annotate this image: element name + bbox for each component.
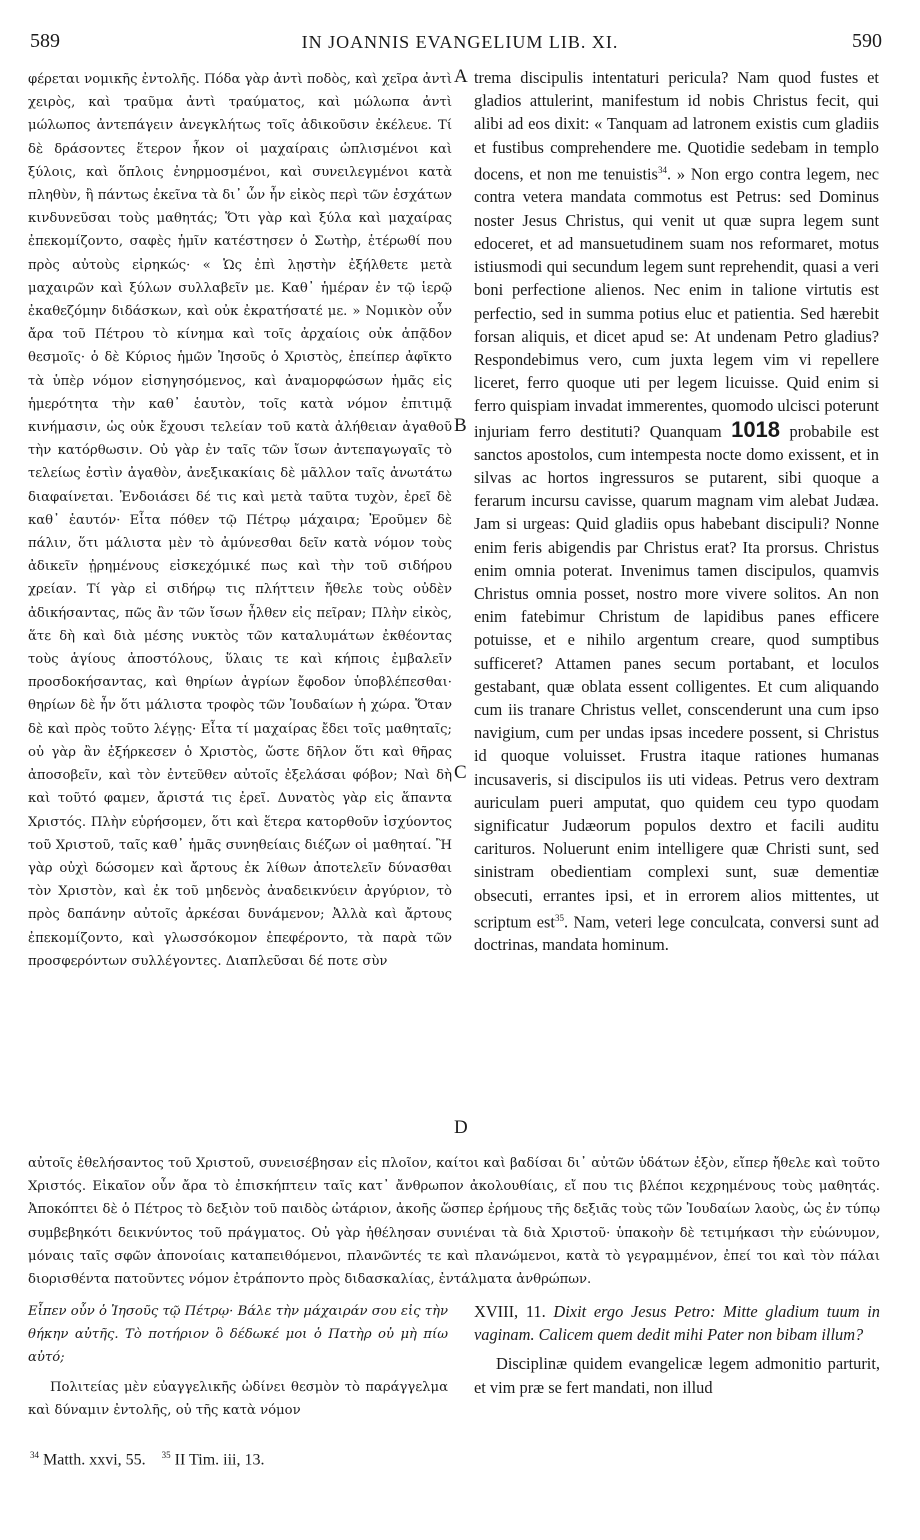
footnote-ref-34: 34: [657, 164, 667, 175]
margin-letter-b: B: [454, 415, 467, 436]
greek-full-width-text: αὐτοῖς ἐθελήσαντος τοῦ Χριστοῦ, συνεισέβησαν εἰς πλοῖον, καίτοι καὶ βαδίσαι δι᾽ αὐτῶν ὑδάτων ἐξὸν, εἴπερ ἤθελε καὶ τοῦτο Χριστός. Εἰκαῖον οὖν ἄρα τὸ ἐπισκήπτειν ταῖς κατ᾽ ἄνθρωπον ἀκολουθίαις, εἴ που τις βλέποι κεχρημένους τοὺς μαθητάς. Ἀποκόπτει δὲ ὁ Πέτρος τὸ δεξιὸν τοῦ παιδὸς ὠτάριον, ἀκοῆς ὥσπερ ἐρήμους τῆς δεξιᾶς τοὺς τῶν Ἰουδαίων λαοὺς, ὡς ἐν τύπῳ συμβεβηκότι δεικνύντος τοῦ πράγματος. Οὐ γὰρ ἠθέλησαν συνιέναι τὰ διὰ Χριστοῦ· ὑπακοὴν δὲ τετιμήκασι τὴν εὐώνυμον, μόναις ταῖς σφῶν ἀπονοίαις καταπειθόμενοι, πλανῶντές τε καὶ πλανώμενοι, κατὰ τὸ γεγραμμένον, ἐπεί τοι καὶ τὸν πάλαι διορισθέντα πατοῦντες νόμον ἐτράποντο πρὸς διδασκαλίας, ἐντάλματα ἀνθρώπων.: [28, 1156, 880, 1288]
latin-commentary-start: Disciplinæ quidem evangelicæ legem admonitio parturit, et vim præ se fert mandati, non illud: [474, 1354, 880, 1397]
latin-text-part-3: probabile est sanctos apostolos, cum intempesta nocte domo exissent, et in silvas ac hortos ingressuros se putarent, sibi quoque a ferarum incursu cavisse, quarum magnam vim alebat Judæa. Jam si urgeas: Quid gladiis opus habebant discipuli? Nonne enim feris abigendis par Christus erat? Ita prorsus. Christus enim omnia poterat. Invenimus tamen discipulos, quamvis Christus omnia posset, nostro more vivere solitos. An non enim fatebimur Christum de lapidibus panes efficere potuisse, et e nihilo argentum creare, quod sumptibus sufficeret? Attamen panes secum portabant, et loculos gestabant, quæ oblata essent colligentes. Et cum aliquando cum iis tranare Christus vellet, conscenderunt una cum ipso navigium, cum per undas ipsas incedere possent, si Christus id quoque voluisset. Frustra itaque rationes humanas incusaveris, si discipulos iis uti videas. Petrus vero dextram auriculam pueri amputat, quo quidem ceu typo quodam significatur Judæorum populos dextro et facili auditu carituros. Noluerunt enim intelligere quæ Christi sunt, sed sinistram obedientiam complexi sunt, suæ dementiæ obsecuti, errantes ipsi, et in errorem alios mittentes, ut scriptum est: [474, 421, 879, 932]
footnote-35-text: II Tim. iii, 13.: [174, 1451, 265, 1469]
latin-text-part-2: . » Non ergo contra legem, nec contra vetera mandata commotus est Petrus: sed Dominus noster Jesus Christus, qui venit ut quæ supra legem sunt edoceret, et ad mansuetudinem suam nos reformaret, motus istiusmodi qui secundum legem sunt reprehendit, quasi a veri boni perfectione alienos. Nec enim in talione virtutis est perfectio, sed in summa potius eluc et patientia. Sed hærebit forsan aliquis, et dicet apud se: At undenam Petro gladius? Respondebimus vero, cum juxta legem vim vi repellere liceret, ferro quoque uti per legem licuisse. Quid enim si ferro quispiam invadat immerentes, quomodo ulcisci poterunt injuriam ferro destituti? Quanquam: [474, 164, 879, 441]
running-header: [0, 30, 920, 60]
greek-lemma: Εἶπεν οὖν ὁ Ἰησοῦς τῷ Πέτρῳ· Βάλε τὴν μάχαιράν σου εἰς τὴν θήκην αὐτῆς. Τὸ ποτήριον ὃ δέδωκέ μοι ὁ Πατὴρ οὐ μὴ πίω αὐτό;: [28, 1304, 448, 1366]
latin-column-bottom: [474, 1300, 880, 1399]
latin-lemma-reference: XVIII, 11.: [474, 1302, 546, 1321]
margin-letter-a: A: [454, 66, 468, 87]
greek-column-bottom: [28, 1300, 448, 1422]
footnote-ref-35: 35: [554, 912, 564, 923]
latin-text-part-4: . Nam, veteri lege conculcata, conversi sunt ad doctrinas, mandata hominum.: [474, 912, 879, 955]
footnotes: [30, 1450, 630, 1469]
latin-text-part-1: trema discipulis intentaturi pericula? Nam quod fustes et gladios attulerint, manifestum id nobis Christus fecit, qui alibi ad eos dixit: « Tanquam ad latronem existis cum gladiis et fustibus comprehendere me. Quotidie sedebam in templo docens, et non me tenuistis: [474, 68, 879, 184]
footnote-number-35: 35: [161, 1450, 171, 1460]
latin-column-top: [474, 66, 879, 957]
footnote-number-34: 34: [30, 1450, 39, 1460]
margin-letter-d: D: [454, 1117, 468, 1138]
page-number-left: 589: [30, 30, 60, 52]
margin-letter-c: C: [454, 762, 467, 783]
latin-lemma: Dixit ergo Jesus Petro: Mitte gladium tuum in vaginam. Calicem quem dedit mihi Pater non bibam illum?: [474, 1302, 880, 1345]
running-title: IN JOANNIS EVANGELIUM LIB. XI.: [301, 32, 619, 52]
margin-section-letters: [452, 62, 474, 1162]
page-number-right: 590: [852, 30, 882, 52]
latin-lemma-block: [474, 1300, 880, 1346]
greek-commentary-start: Πολιτείας μὲν εὐαγγελικῆς ὠδίνει θεσμὸν τὸ παράγγελμα καὶ δύναμιν ἐντολῆς, οὐ τῆς κατὰ νόμον: [28, 1379, 448, 1418]
greek-column-top: φέρεται νομικῆς ἐντολῆς. Πόδα γὰρ ἀντὶ ποδὸς, καὶ χεῖρα ἀντὶ χειρὸς, καὶ τραῦμα ἀντὶ τραύματος, καὶ μώλωπα ἀντὶ μώλωπος ἀντεπάγειν ἀνεγκλήτως τοῖς ἀδικοῦσιν ἐκέλευε. Τί δὲ δράσοντες ἕτερον ἧκον οἱ μαχαίραις ὡπλισμένοι καὶ ξύλοις, καὶ ὅπλοις ἐνηρμοσμένοι, καὶ συνειλεγμένοι κατὰ πληθὺν, ἢ πάντως ἐκεῖνα τὰ δι᾽ ὧν ἦν εἰκὸς περὶ τῶν ἐσχάτων κινδυνεῦσαι τοὺς μαθητάς; Ὅτι γὰρ καὶ ξύλα καὶ μαχαίρας ἐπεκομίζοντο, σαφὲς ἡμῖν κατέστησεν ὁ Σωτὴρ, ἑτέρωθί που πρὸς αὐτοὺς εἰρηκώς· « Ὡς ἐπὶ λῃστὴν ἐξήλθετε μετὰ μαχαιρῶν καὶ ξύλων συλλαβεῖν με. Καθ᾽ ἡμέραν ἐν τῷ ἱερῷ ἐκαθεζόμην διδάσκων, καὶ οὐκ ἐκρατήσατέ με. » Νομικὸν οὖν ἄρα τοῦ Πέτρου τὸ κίνημα καὶ τοῖς ἀρχαίοις οὐκ ἀπᾷδον θεσμοῖς· ὁ δὲ Κύριος ἡμῶν Ἰησοῦς ὁ Χριστὸς, ἐπείπερ ἀφῖκτο τὰ ὑπὲρ νόμον εἰσηγησόμενος, καὶ ἀναμορφώσων ἡμᾶς εἰς ἡμερότητα τὴν καθ᾽ ἑαυτὸν, τοῖς κατὰ νόμον ἐπιτιμᾷ κινήμασιν, ὡς οὐκ ἔχουσι τελείαν τοῦ κατὰ ἀλήθειαν ἀγαθοῦ τὴν κατόρθωσιν. Οὐ γὰρ ἐν ταῖς τῶν ἴσων ἀντεπαγωγαῖς τὸ τελείως ἐστὶν ἀγαθὸν, ἀνεξικακίαις δὲ μᾶλλον ταῖς ἀνωτάτω διαφαίνεται. Ἐνδοιάσει δέ τις καὶ μετὰ ταῦτα τυχὸν, ἐρεῖ δὲ καθ᾽ ἑαυτόν· Εἶτα πόθεν τῷ Πέτρῳ μάχαιρα; Ἐροῦμεν δὲ πάλιν, ὅτι μάλιστα μὲν τὸ ἀμύνεσθαι δεῖν κατὰ νόμον τοὺς ἀδικεῖν ᾐρημένους εἰσκεχόμικέ πως καὶ τὴν τοῦ σιδήρου χρείαν. Τί γὰρ εἰ σιδήρῳ τις πλήττειν ἤθελε τοὺς οὐδὲν ἀδικήσαντας, πῶς ἂν τῶν ἴσων ἦλθεν εἰς πεῖραν; Πλὴν εἰκὸς, ἅτε δὴ καὶ διὰ μέσης νυκτὸς τῶν καταλυμάτων ἐκθέοντας τοὺς ἁγίους ἀποστόλους, ὕλαις τε καὶ κήποις ἐμβαλεῖν προσδοκήσαντας, καὶ θηρίων ἀγρίων ἔφοδον ὑποβλέπεσθαι· θηρίων δὲ ἦν ὅτι μάλιστα τροφὸς τῶν Ἰουδαίων ἡ χώρα. Ὅταν δὲ καὶ πρὸς τοῦτο λέγῃς· Εἶτα τί μαχαίρας ἔδει τοῖς μαθηταῖς; οὐ γὰρ ἂν ἐξήρκεσεν ὁ Χριστὸς, ὥστε δῆλον ὅτι καὶ θῆρας ἀποσοβεῖν, καὶ τὸν ἐντεῦθεν αὐτοῖς ἐξελάσαι φόβον; Ναὶ δὴ καὶ τοῦτό φαμεν, ἄριστά τις ἐρεῖ. Δυνατὸς γὰρ εἰς ἅπαντα Χριστός. Πλὴν εὑρήσομεν, ὅτι καὶ ἕτερα κατορθοῦν ἰσχύοντος τοῦ Χριστοῦ, ταῖς καθ᾽ ἡμᾶς συνηθείαις διέζων οἱ μαθηταί. Ἢ γὰρ οὐχὶ δώσομεν καὶ ἄρτους ἐκ λίθων ἀποτελεῖν δύνασθαι τὸν Χριστὸν, καὶ ἐκ τοῦ μηδενὸς ἀναδεικνύειν ἀργύριον, τὸ πρὸς δαπάνην αὐτοῖς ἀρκέσαι δυνάμενον; Ἀλλὰ καὶ ἄρτους ἐπεκομίζοντο, καὶ γλωσσόκομον ἐπεφέροντο, τὰ παρὰ τῶν προσφερόντων συλλέγοντες. Διαπλεῦσαι δέ ποτε σὺν: [28, 72, 452, 969]
footnote-34-text: Matth. xxvi, 55.: [43, 1451, 146, 1469]
column-number: 1018: [731, 416, 781, 442]
